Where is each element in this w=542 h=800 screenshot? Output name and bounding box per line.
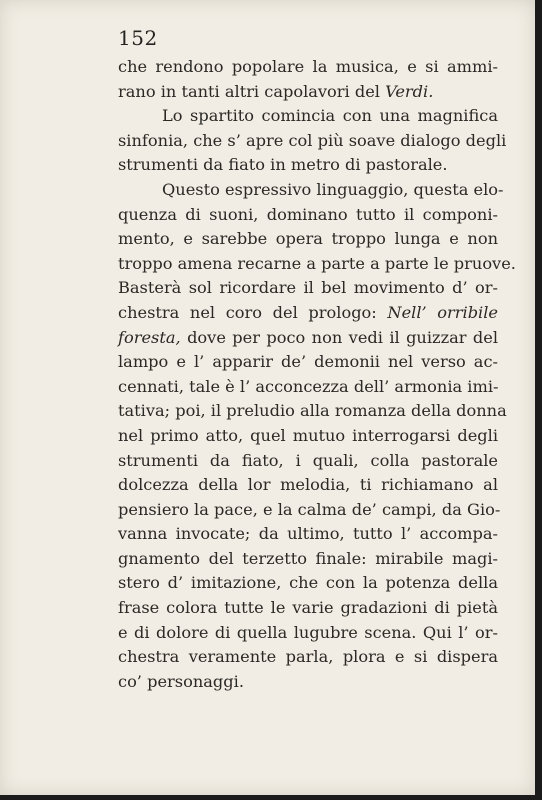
text-segment: mento, e sarebbe opera troppo lunga e non	[118, 229, 498, 249]
text-segment: dolcezza della lor melodia, ti richiamano al	[118, 475, 498, 495]
text-segment: gnamento del terzetto finale: mirabile magi-	[118, 548, 498, 568]
text-segment: nel primo atto, quel mutuo interrogarsi degli	[118, 425, 498, 445]
text-segment: sinfonia, che s’ apre col più soave dialogo degli	[118, 130, 507, 150]
text-line	[118, 498, 501, 523]
text-segment: che rendono popolare la musica, e si ammi-	[118, 57, 498, 76]
text-line	[118, 301, 498, 326]
text-line	[118, 80, 498, 105]
text-segment: vanna invocate; da ultimo, tutto l’ accompa-	[118, 524, 498, 544]
text-line	[118, 326, 498, 351]
text-line	[118, 104, 498, 129]
text-segment: strumenti da fiato in metro di pastorale.	[118, 155, 448, 175]
text-segment: tativa; poi, il preludio alla romanza della donna	[118, 401, 507, 421]
text-segment: cennati, tale è l’ acconcezza dell’ armonia imi-	[118, 376, 499, 396]
text-segment: Basterà sol ricordare il bel movimento d’ or-	[118, 278, 498, 298]
text-segment: chestra veramente parla, plora e si dispera	[118, 647, 498, 667]
body-text	[118, 55, 516, 694]
text-segment: Questo espressivo linguaggio, questa elo-	[162, 179, 504, 199]
page-number: 152	[118, 26, 158, 50]
text-segment: stero d’ imitazione, che con la potenza della	[118, 573, 498, 593]
text-segment: rano in tanti altri capolavori del	[118, 81, 386, 101]
text-segment: lampo e l’ apparir de’ demonii nel verso ac-	[118, 352, 498, 372]
text-segment: chestra nel coro del prologo:	[118, 302, 388, 322]
text-line	[118, 670, 498, 695]
text-line	[118, 571, 498, 596]
text-line	[118, 350, 498, 375]
italic-text: foresta,	[118, 327, 181, 347]
text-line	[118, 129, 507, 154]
text-segment: troppo amena recarne a parte a parte le pruove.	[118, 253, 516, 273]
italic-text: Nell’ orribile	[387, 302, 498, 322]
text-segment: frase colora tutte le varie gradazioni di pietà	[118, 598, 498, 618]
text-line	[118, 178, 504, 203]
text-line	[118, 522, 498, 547]
text-line	[118, 596, 498, 621]
text-line	[118, 153, 498, 178]
italic-text: Verdi.	[385, 81, 434, 101]
text-line	[118, 203, 498, 228]
text-line	[118, 424, 498, 449]
text-line	[118, 227, 498, 252]
text-segment: Lo spartito comincia con una magnifica	[162, 106, 498, 126]
text-segment: dove per poco non vedi il guizzar del	[180, 327, 498, 347]
text-line	[118, 252, 516, 277]
text-line	[118, 621, 498, 646]
text-line	[118, 547, 498, 572]
text-segment: pensiero la pace, e la calma de’ campi, da Gio-	[118, 499, 501, 519]
text-line	[118, 399, 507, 424]
text-line	[118, 645, 498, 670]
text-line	[118, 276, 498, 301]
text-line	[118, 55, 498, 80]
text-segment: quenza di suoni, dominano tutto il componi-	[118, 204, 498, 224]
text-line	[118, 449, 498, 474]
text-segment: strumenti da fiato, i quali, colla pastorale	[118, 450, 498, 470]
text-line	[118, 473, 498, 498]
text-line	[118, 375, 498, 400]
text-segment: e di dolore di quella lugubre scena. Qui l’ or-	[118, 622, 498, 642]
text-segment: co’ personaggi.	[118, 671, 244, 691]
